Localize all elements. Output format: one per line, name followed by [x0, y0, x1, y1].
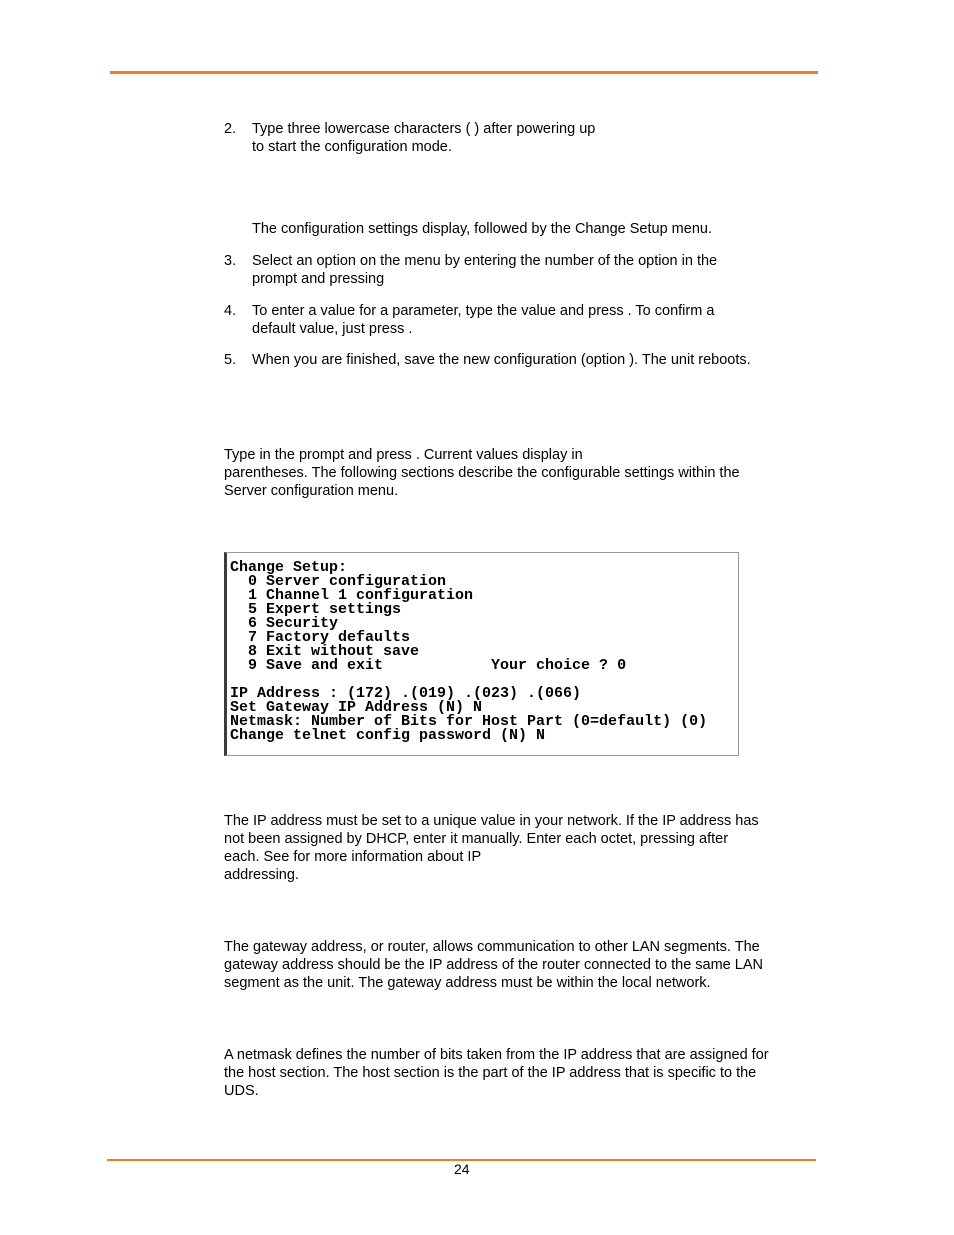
terminal-line: Set Gateway IP Address (N) N	[230, 699, 483, 716]
ip-section-text: The IP address must be set to a unique value in your network. If the IP address has	[224, 813, 759, 829]
step-number: 3.	[224, 253, 237, 269]
terminal-line: IP Address : (172) .(019) .(023) .(066)	[230, 685, 582, 702]
terminal-line: 1 Channel 1 configuration	[230, 587, 474, 604]
step-text: Select an option on the menu by entering the number of the option in the	[252, 253, 718, 269]
intro-text: Type in the prompt and press . Current values display in	[224, 447, 583, 463]
step-number: 5.	[224, 352, 237, 368]
step-number: 4.	[224, 303, 237, 319]
terminal-screenshot	[224, 552, 739, 756]
gateway-section-text: gateway address should be the IP address of the router connected to the same LAN	[224, 957, 763, 973]
terminal-line: 6 Security	[230, 615, 339, 632]
step-number: 2.	[224, 121, 237, 137]
step-text: When you are finished, save the new configuration (option ). The unit reboots.	[252, 352, 751, 368]
gateway-section-text: The gateway address, or router, allows communication to other LAN segments. The	[224, 939, 760, 955]
terminal-line: Change Setup:	[230, 559, 348, 576]
netmask-section-text: the host section. The host section is the part of the IP address that is specific to the	[224, 1065, 757, 1081]
ip-section-text: each. See for more information about IP	[224, 849, 482, 865]
step-text: default value, just press .	[252, 321, 413, 337]
terminal-line: 7 Factory defaults	[230, 629, 411, 646]
step-text: to start the configuration mode.	[252, 139, 452, 155]
terminal-line: 8 Exit without save	[230, 643, 420, 660]
terminal-line: 0 Server configuration	[230, 573, 447, 590]
step-text: prompt and pressing	[252, 271, 385, 287]
ip-section-text: addressing.	[224, 867, 299, 883]
terminal-line: 9 Save and exit Your choice ? 0	[230, 657, 627, 674]
terminal-line: Change telnet config password (N) N	[230, 727, 546, 744]
gateway-section-text: segment as the unit. The gateway address must be within the local network.	[224, 975, 711, 991]
intro-text: parentheses. The following sections describe the configurable settings within the	[224, 465, 740, 481]
ip-section-text: not been assigned by DHCP, enter it manually. Enter each octet, pressing after	[224, 831, 729, 847]
terminal-line: 5 Expert settings	[230, 601, 402, 618]
step-text: To enter a value for a parameter, type the value and press . To confirm a	[252, 303, 715, 319]
header-rule	[110, 71, 818, 74]
step-text: Type three lowercase characters ( ) after powering up	[252, 121, 596, 137]
page-number: 24	[454, 1161, 470, 1177]
intro-text: Server configuration menu.	[224, 483, 399, 499]
netmask-section-text: UDS.	[224, 1083, 259, 1099]
terminal-line: Netmask: Number of Bits for Host Part (0=default) (0)	[230, 713, 708, 730]
netmask-section-text: A netmask defines the number of bits taken from the IP address that are assigned for	[224, 1047, 769, 1063]
step-note: The configuration settings display, followed by the Change Setup menu.	[252, 221, 712, 237]
